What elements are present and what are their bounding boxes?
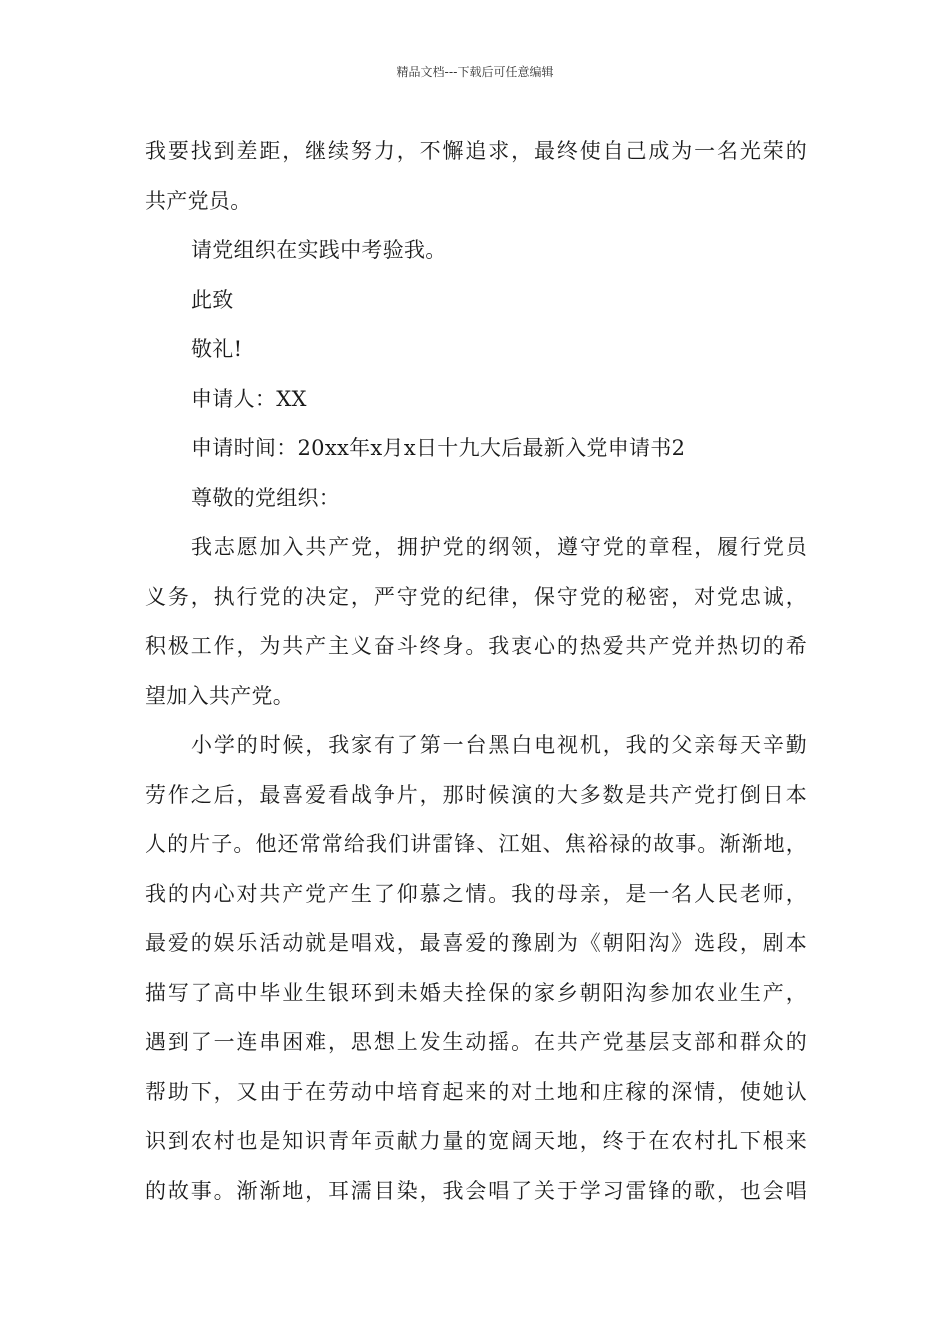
text-line: 人的片子。他还常常给我们讲雷锋、江姐、焦裕禄的故事。渐渐地， bbox=[145, 832, 807, 856]
text-line: 遇到了一连串困难，思想上发生动摇。在共产党基层支部和群众的 bbox=[145, 1030, 807, 1054]
text-line: 此致 bbox=[191, 287, 234, 312]
text-line: 小学的时候，我家有了第一台黑白电视机，我的父亲每天辛勤 bbox=[191, 733, 807, 757]
text-line: 劳作之后，最喜爱看战争片，那时候演的大多数是共产党打倒日本 bbox=[145, 782, 807, 807]
text-line: 积极工作，为共产主义奋斗终身。我衷心的热爱共产党并热切的希 bbox=[145, 634, 807, 658]
text-line: 敬礼! bbox=[191, 337, 243, 361]
text-line: 我的内心对共产党产生了仰慕之情。我的母亲，是一名人民老师， bbox=[145, 881, 807, 906]
text-line: 尊敬的党组织： bbox=[191, 485, 341, 510]
text-line: 请党组织在实践中考验我。 bbox=[191, 238, 447, 262]
page-header: 精品文档---下载后可任意编辑 bbox=[396, 65, 554, 79]
text-line: 描写了高中毕业生银环到未婚夫拴保的家乡朝阳沟参加农业生产， bbox=[145, 980, 807, 1005]
text-line: 我志愿加入共产党，拥护党的纲领，遵守党的章程，履行党员 bbox=[191, 535, 807, 559]
text-line: 望加入共产党。 bbox=[145, 683, 295, 708]
text-line: 共产党员。 bbox=[145, 188, 252, 213]
text-line: 帮助下，又由于在劳动中培育起来的对土地和庄稼的深情，使她认 bbox=[145, 1079, 807, 1104]
document-body bbox=[145, 131, 807, 1220]
text-line: 我要找到差距，继续努力，不懈追求，最终使自己成为一名光荣的 bbox=[145, 139, 807, 163]
text-line: 的故事。渐渐地，耳濡目染，我会唱了关于学习雷锋的歌，也会唱 bbox=[145, 1178, 807, 1203]
text-line: 识到农村也是知识青年贡献力量的宽阔天地，终于在农村扎下根来 bbox=[145, 1129, 807, 1153]
text-line: 最爱的娱乐活动就是唱戏，最喜爱的豫剧为《朝阳沟》选段，剧本 bbox=[145, 931, 807, 955]
text-line: 申请人：XX bbox=[191, 386, 307, 411]
text-line: 申请时间：20xx年x月x日十九大后最新入党申请书2 bbox=[191, 436, 686, 460]
text-line: 义务，执行党的决定，严守党的纪律，保守党的秘密，对党忠诚， bbox=[145, 584, 807, 609]
